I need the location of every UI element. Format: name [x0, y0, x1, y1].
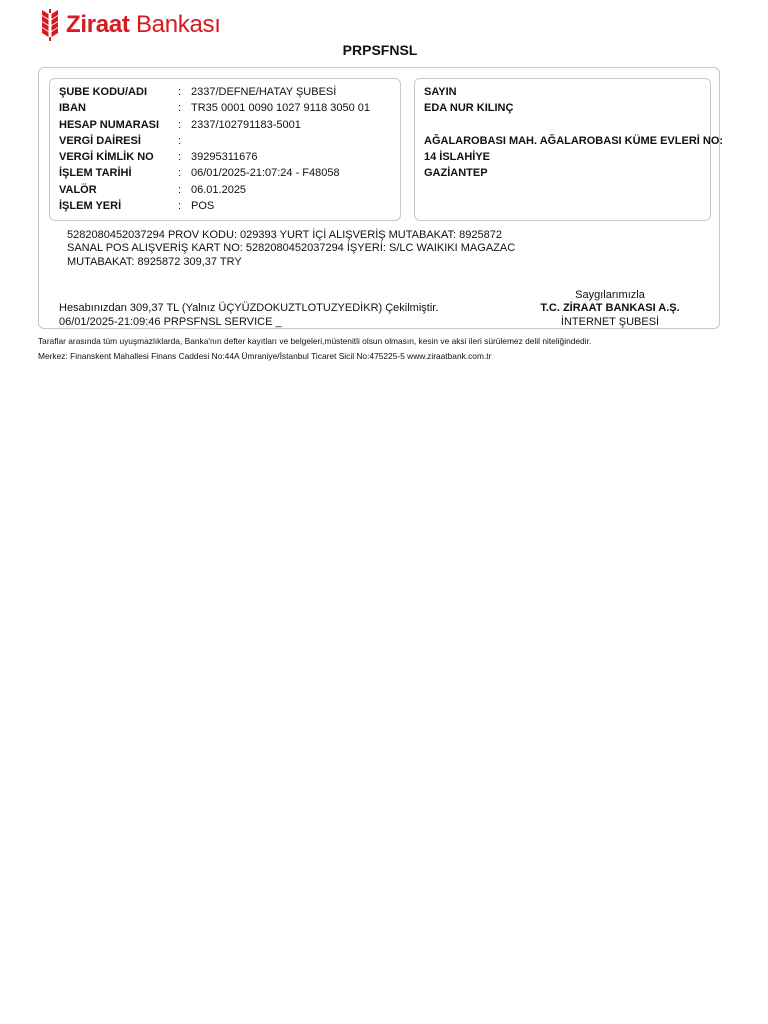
field-colon: : — [178, 167, 182, 180]
field-label: HESAP NUMARASI — [59, 118, 160, 131]
field-colon: : — [178, 200, 182, 213]
document-title: PRPSFNSL — [342, 42, 418, 58]
field-value: 06.01.2025 — [191, 183, 247, 196]
description-line: SANAL POS ALIŞVERİŞ KART NO: 5282080452037294 İŞYERİ: S/LC WAIKIKI MAGAZAC — [67, 242, 516, 255]
wheat-icon — [40, 8, 60, 42]
footer-disclaimer: Taraflar arasında tüm uyuşmazlıklarda, Banka'nın defter kayıtları ve belgeleri,müstenitli olsun olmasın, kesin ve aksi ileri sürülemez delil niteliğindedir. — [38, 336, 592, 346]
field-colon: : — [178, 134, 182, 147]
signature-bank-name: T.C. ZİRAAT BANKASI A.Ş. — [540, 302, 680, 315]
field-label: VERGİ DAİRESİ — [59, 134, 141, 147]
logo-text — [66, 10, 221, 40]
field-colon: : — [178, 183, 182, 196]
recipient-block — [424, 84, 724, 182]
logo-word-bold: Ziraat — [66, 11, 130, 38]
field-label: İŞLEM YERİ — [59, 200, 122, 213]
transaction-description — [67, 229, 515, 269]
field-label: İŞLEM TARİHİ — [59, 167, 132, 180]
field-colon: : — [178, 86, 182, 98]
signature-block — [520, 289, 700, 329]
signature-closing: Saygılarımızla — [575, 289, 645, 301]
field-label: VERGİ KİMLİK NO — [59, 151, 154, 164]
field-value: 2337/102791183-5001 — [191, 118, 301, 131]
signature-branch: İNTERNET ŞUBESİ — [560, 315, 660, 328]
description-line: 5282080452037294 PROV KODU: 029393 YURT İÇİ ALIŞVERİŞ MUTABAKAT: 8925872 — [67, 229, 502, 241]
field-value: 39295311676 — [191, 151, 258, 164]
spacer — [424, 117, 706, 133]
field-label: VALÖR — [59, 183, 97, 196]
bank-logo — [40, 8, 221, 42]
recipient-address-line3: GAZİANTEP — [424, 167, 488, 180]
field-colon: : — [178, 151, 182, 164]
withdrawal-line: 06/01/2025-21:09:46 PRPSFNSL SERVICE _ — [59, 315, 282, 328]
withdrawal-statement — [59, 302, 438, 329]
field-value: TR35 0001 0090 1027 9118 3050 01 — [191, 102, 371, 115]
recipient-address-line2: 14 İSLAHİYE — [424, 151, 491, 164]
field-label: IBAN — [59, 102, 86, 115]
withdrawal-line: Hesabınızdan 309,37 TL (Yalnız ÜÇYÜZDOKUZTLOTUZYEDİKR) Çekilmiştir. — [59, 302, 439, 314]
field-colon: : — [178, 102, 182, 115]
footer-address: Merkez: Finanskent Mahallesi Finans Caddesi No:44A Ümraniye/İstanbul Ticaret Sicil No:475225-5 www.ziraatbank.com.tr — [38, 351, 492, 361]
logo-word-regular: Bankası — [135, 11, 221, 38]
field-value: POS — [191, 200, 215, 213]
description-line: MUTABAKAT: 8925872 309,37 TRY — [67, 255, 242, 268]
recipient-address-line1: AĞALAROBASI MAH. AĞALAROBASI KÜME EVLERİ NO: — [424, 134, 724, 147]
recipient-name: EDA NUR KILINÇ — [424, 102, 514, 115]
recipient-salutation: SAYIN — [424, 86, 457, 98]
field-value: 2337/DEFNE/HATAY ŞUBESİ — [191, 86, 337, 98]
field-label: ŞUBE KODU/ADI — [59, 86, 148, 98]
field-colon: : — [178, 118, 182, 131]
field-value: 06/01/2025-21:07:24 - F48058 — [191, 167, 340, 180]
